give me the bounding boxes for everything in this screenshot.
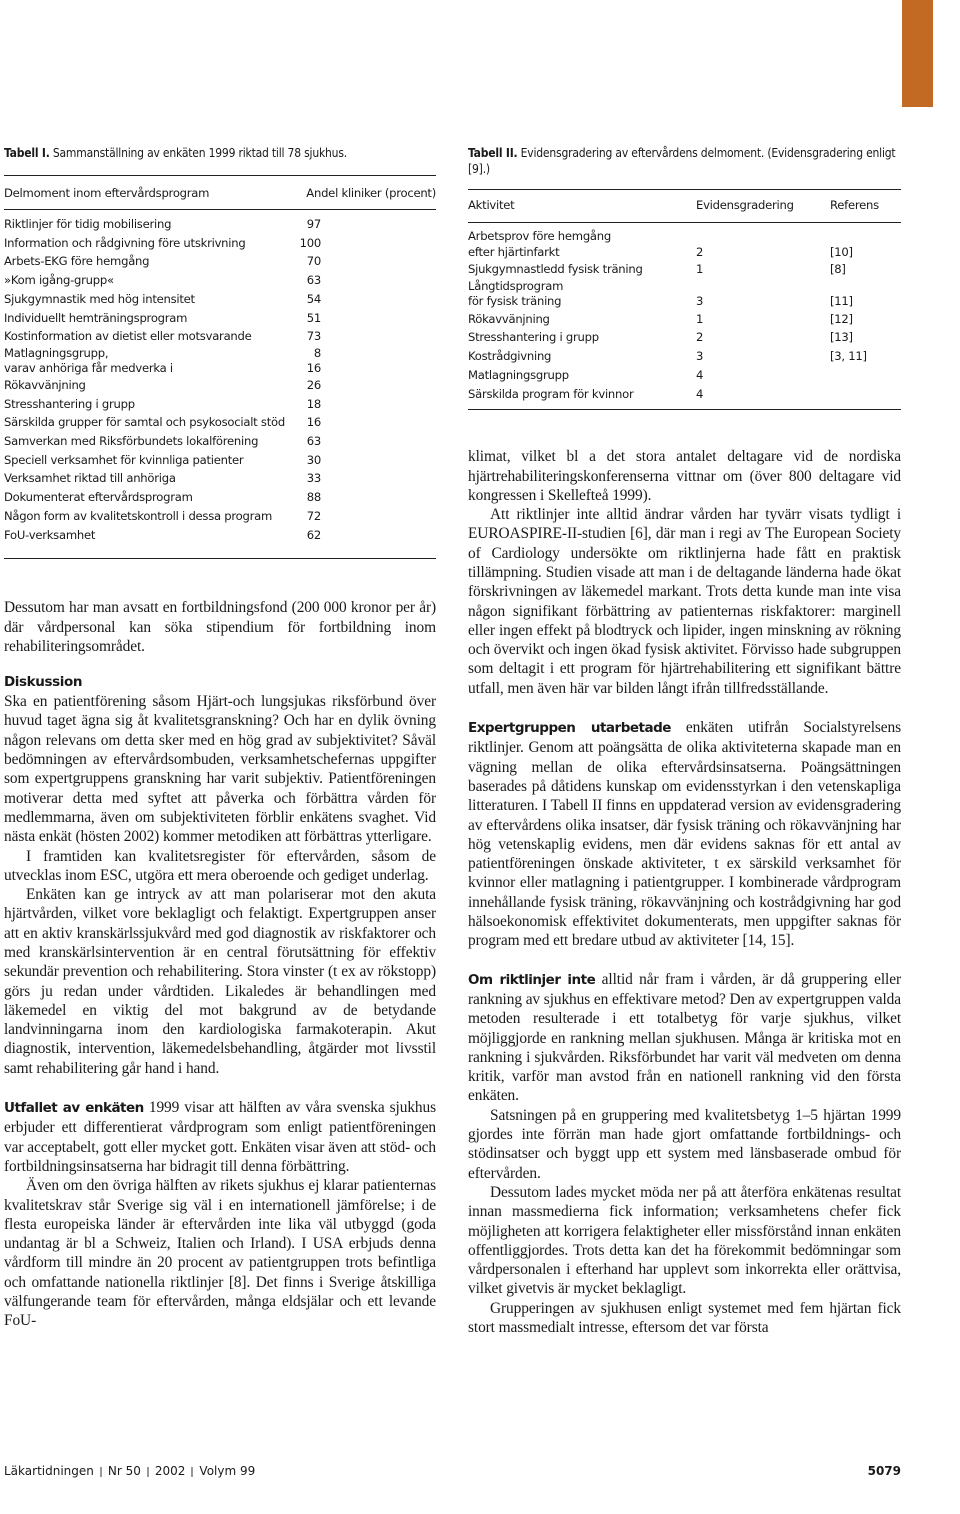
table1-row-label: [4, 507, 291, 526]
left-paragraph-5-text: 1999 visar att hälften av våra svenska sjukhus erbjuder ett differentierat vårdprogram som enligt patientföreningen var acceptabelt, gott eller mycket gott. Enkäten visar även att stöd- och fortbildningsinsatserna har bidragit till denna förbättring.: [4, 1099, 436, 1175]
table2-referens-text: [8]: [830, 262, 846, 276]
left-body-text: [4, 598, 436, 1330]
table1-cell-label-sub: varav anhöriga får medverka i: [4, 360, 173, 375]
table1-row: [4, 376, 436, 395]
table1-cell-label: Samverkan med Riksförbundets lokalförening: [4, 434, 259, 449]
table2-aktivitet-text: Särskilda program för kvinnor: [468, 386, 634, 401]
table1-row-label: [4, 327, 291, 346]
table1-cell-label: Speciell verksamhet för kvinnliga patienter: [4, 452, 244, 467]
table1-label: Tabell I.: [4, 146, 50, 160]
table2-cell-aktivitet: [468, 347, 696, 366]
table2-row: [468, 328, 901, 347]
table1-row-label: [4, 290, 291, 309]
table1-cell-label: Verksamhet riktad till anhöriga: [4, 471, 176, 486]
table1-row-label: [4, 488, 291, 507]
right-paragraph-5: Satsningen på en gruppering med kvalitetsbetyg 1–5 hjärtan 1999 gjordes inte förrän man hade gjort omfattande fortbildnings- och stödinsatser och byggt upp ett system med länsbaserade ombud för eftervården.: [468, 1106, 901, 1182]
table1-row-value: [291, 526, 436, 545]
table2-row: [468, 229, 901, 260]
table1-cell-value: 88: [306, 490, 321, 505]
table1-row-value: [291, 507, 436, 526]
table2-referens-text: [11]: [830, 294, 853, 309]
table2-caption: [468, 145, 901, 177]
table1-row: [4, 432, 436, 451]
table2-cell-aktivitet: [468, 385, 696, 404]
table1-cell-label: Sjukgymnastik med hög intensitet: [4, 291, 195, 306]
right-paragraph-7: Grupperingen av sjukhusen enligt systemet med fem hjärtan fick stort massmedialt intresse, eftersom det var första: [468, 1299, 901, 1336]
table2-referens-text: [12]: [830, 311, 853, 326]
table1-row-value: [291, 271, 436, 290]
right-column: [468, 145, 901, 1337]
table1-row: [4, 271, 436, 290]
table2-cell-aktivitet: [468, 366, 696, 385]
table1-cell-label: Individuellt hemträningsprogram: [4, 310, 188, 325]
table2-cell-referens: [830, 229, 901, 260]
table1-row-value: [291, 252, 436, 271]
table1-cell-value: 63: [306, 273, 321, 288]
table2-cell-referens: [830, 310, 901, 329]
table1-cell-value: 100: [299, 235, 321, 250]
table2-row: [468, 260, 901, 279]
table1-cell-value: 63: [306, 434, 321, 449]
table1-header-row: [4, 176, 436, 202]
right-paragraph-2: Att riktlinjer inte alltid ändrar vården har tyvärr visats tydligt i EUROASPIRE-II-studien [6], där man i regi av The European Society of Cardiology undersökte om riktlinjerna hade fått en praktisk tillämpning. Studien visade att man i de deltagande länderna hade ökat förskrivningen av läkemedel markant. Trots detta kunde man inte visa någon signifikant förbättring av patienternas riskfaktorer: marginell eller ingen effekt på blodtryck och lipider, ingen minskning av rökning och övervikt och ingen ökad fysisk aktivitet. Förvisso hade subgruppen som deltagit i ett program för hjärtrehabilitering ett signifikant bättre utfall, men även här var bilden långt ifrån tillfredsställande.: [468, 506, 901, 697]
left-column: [4, 145, 436, 1331]
table2-aktivitet-text: Matlagningsgrupp: [468, 367, 569, 382]
table1-row-label: [4, 271, 291, 290]
table1-cell-value: 72: [306, 508, 321, 523]
table1-cell-label: Kostinformation av dietist eller motsvarande: [4, 329, 252, 344]
table1-caption: [4, 145, 436, 161]
right-paragraph-6: Dessutom lades mycket möda ner på att återföra enkätenas resultat innan massmedierna fick information; verksamhetens chefer fick möjligheten att korrigera felaktigheter eller missförstånd innan enkäten offentliggjordes. Trots detta kan det ha förekommit bedömningar som vårdpersonalen i efterhand har upplevt som inkorrekta eller orättvisa, vilket givetvis är mycket beklagligt.: [468, 1183, 901, 1298]
table1-row: [4, 327, 436, 346]
table2-cell-evidens: [696, 310, 830, 329]
right-paragraph-4: [468, 970, 901, 1106]
table1-row: [4, 290, 436, 309]
table2-caption-text: Evidensgradering av eftervårdens delmoment. (Evidensgradering enligt [9].): [468, 146, 896, 176]
left-paragraph-3: I framtiden kan kvalitetsregister för eftervården, såsom de utvecklas inom ESC, utgöra ett mera oberoende och gediget underlag.: [4, 847, 436, 884]
table1-cell-value: 8: [313, 345, 321, 360]
left-paragraph-4: Enkäten kan ge intryck av att man polariserar mot den akuta hjärtvården, vilket vore beklagligt och felaktigt. Expertgruppen anser att en aktiv kranskärlssjukvård med god diagnostik av riskfaktorer och med kranskärlsintervention är en central förutsättning för effektiv sekundär prevention och rehabilitering. Stora vinster (t ex av rökstopp) görs ju redan under vårdtiden. Likaledes är behandlingen med läkemedel en viktig del mot bakgrund av de betydande landvinningarna inom den kardiologiska farmakoterapin. Akut diagnostik, intervention, läkemedelsbehandling, åtgärder mot livsstil samt rehabilitering går hand i hand.: [4, 886, 436, 1077]
table1-row-label: [4, 526, 291, 545]
table1-row: [4, 234, 436, 253]
table1: [4, 176, 436, 202]
table2-evidens-text: 4: [696, 386, 704, 401]
table1-row-value: [291, 290, 436, 309]
table1-row-label: [4, 376, 291, 395]
table2-evidens-text: 2: [696, 244, 704, 259]
table1-cell-label: Rökavvänjning: [4, 377, 86, 392]
table2-header-row: [468, 190, 901, 214]
left-paragraph-2: Ska en patientförening såsom Hjärt-och lungsjukas riksförbund över huvud taget ägna sig åt kvalitetsgranskning? Och har en dylik övning någon relevans om detta sker med en hög grad av subjektivitet? Såväl bedömningen av eftervårdsombuden, verksamhetschefernas uppgifter som expertgruppens granskning har varit subjektiv. Patientföreningen motiverar detta med syftet att påverka och förbättra vården för medlemmarna, även om subjektiviteten förblir enkätens svaghet. Vid nästa enkät (hösten 2002) kommer metodiken att förbättras ytterligare.: [4, 693, 436, 846]
table1-cell-label: Arbets-EKG före hemgång: [4, 254, 150, 269]
table2-evidens-text: 2: [696, 330, 704, 345]
table2-evidens-text: 4: [696, 367, 704, 382]
table1-cell-label: Någon form av kvalitetskontroll i dessa program: [4, 508, 273, 523]
table2-cell-referens: [830, 347, 901, 366]
table1-row-label: [4, 469, 291, 488]
table2-row: [468, 310, 901, 329]
table2-referens-text: [3, 11]: [830, 349, 867, 364]
table1-row-value: [291, 346, 436, 376]
table2-aktivitet-text: Stresshantering i grupp: [468, 330, 599, 345]
table2-cell-aktivitet: [468, 279, 696, 310]
table1-cell-label: Dokumenterat eftervårdsprogram: [4, 490, 193, 505]
table1-row: [4, 526, 436, 545]
table2-cell-evidens: [696, 229, 830, 260]
table1-body: [4, 215, 436, 544]
table2-cell-evidens: [696, 347, 830, 366]
table1-cell-value: 16: [306, 415, 321, 430]
table1-col2-header: Andel kliniker (procent): [306, 186, 436, 200]
table1-row: [4, 413, 436, 432]
table1-row-label: [4, 451, 291, 470]
table2-cell-evidens: [696, 279, 830, 310]
table2-cell-referens: [830, 366, 901, 385]
table2-header-referens: Referens: [830, 198, 879, 212]
table2-evidens-text: 3: [696, 294, 704, 309]
table1-cell-value: 33: [306, 471, 321, 486]
footer-issue: Nr 50: [107, 1464, 141, 1478]
table2-body: [468, 229, 901, 403]
table2-cell-referens: [830, 260, 901, 279]
table2-bottom-rule: [468, 409, 901, 410]
table1-row-value: [291, 469, 436, 488]
footer-separator: [191, 1467, 193, 1477]
table2-referens-text: [10]: [830, 244, 853, 259]
table1-row: [4, 395, 436, 414]
table1-row: [4, 346, 436, 376]
table1-cell-label: »Kom igång-grupp«: [4, 273, 114, 288]
table2-label: Tabell II.: [468, 146, 518, 160]
table1-row-value: [291, 451, 436, 470]
table2-cell-referens: [830, 279, 901, 310]
table1-cell-value: 26: [306, 377, 321, 392]
table1-cell-value: 70: [306, 254, 321, 269]
table2-evidens-text: 3: [696, 349, 704, 364]
table1-row-value: [291, 376, 436, 395]
page-footer: [4, 1464, 901, 1478]
table1-cell-value: 18: [306, 396, 321, 411]
table2-referens-text: [13]: [830, 330, 853, 345]
table1-row: [4, 451, 436, 470]
table1-cell-label: Information och rådgivning före utskrivning: [4, 235, 246, 250]
table1-cell-value: 97: [306, 217, 321, 231]
table1-cell-label: Matlagningsgrupp,: [4, 345, 109, 360]
table1-caption-text: Sammanställning av enkäten 1999 riktad till 78 sjukhus.: [52, 146, 347, 160]
table2-aktivitet-sub: för fysisk träning: [468, 294, 562, 309]
table2-header-evidens: Evidensgradering: [696, 198, 794, 212]
table1-row-label: [4, 395, 291, 414]
table1-row-value: [291, 395, 436, 414]
footer-journal: Läkartidningen: [4, 1464, 94, 1478]
footer-year: 2002: [154, 1464, 186, 1478]
table2-row: [468, 366, 901, 385]
footer-separator: [100, 1467, 102, 1477]
table2-aktivitet-text: Arbetsprov före hemgång: [468, 229, 611, 243]
table2-header-aktivitet: Aktivitet: [468, 198, 515, 212]
table1-cell-value: 62: [306, 527, 321, 542]
table1-row-value: [291, 488, 436, 507]
table2-evidens-text: 1: [696, 311, 704, 326]
table1-row: [4, 469, 436, 488]
table1-row: [4, 309, 436, 328]
footer-volume: Volym 99: [199, 1464, 256, 1478]
right-paragraph-1: klimat, vilket bl a det stora antalet deltagare vid de nordiska hjärtrehabiliteringskonferenserna vittnar om (över 800 deltagare vid kongressen i Skellefteå 1999).: [468, 448, 901, 504]
table2-aktivitet-text: Långtidsprogram: [468, 278, 564, 293]
right-paragraph-4-text: alltid når fram i vården, är då gruppering eller rankning av sjukhus en effektivare metod? Den av expertgruppen valda metoden resulterade i ett totalbetyg för varje sjukhus, vilket möjliggjorde en rankning mellan sjukhusen. Många är kritiska mot en rankning i sjukvården. Riksförbundet har varit väl medveten om denna kritik, varför man avstod från en nationell rankning vid den första enkäten.: [468, 970, 901, 1105]
table2-header: [468, 190, 901, 214]
right-paragraph-3-text: enkäten utifrån Socialstyrelsens riktlinjer. Genom att poängsätta de olika aktiviteterna skapade man en vägning mellan de olika eftervårdsinsatserna. Poängsättningen baserades på dåtidens kunskap om evidensstyrkan i den vetenskapliga litteraturen. I Tabell II finns en uppdaterad version av evidensgradering av eftervårdens olika insatser, där fysisk träning och rökavvänjning har hög vetenskaplig evidens, men där evidens saknas för ett antal av patientföreningen önskade aktiviteter, t ex särskild verksamhet för kvinnor eller matlagning i patientgrupper. I kombinerade vårdprogram innehållande fysisk träning, rökavvänjning och kostrådgivning har god hälsoekonomisk effektivitet dokumenterats, men uppgifter saknas för program med ett bredare utbud av aktiviteter [14, 15].: [468, 719, 901, 950]
table1-cell-label: Stresshantering i grupp: [4, 396, 135, 411]
table1-row-label: [4, 432, 291, 451]
table2-cell-aktivitet: [468, 260, 696, 279]
table2-cell-referens: [830, 328, 901, 347]
table1-cell-label: FoU-verksamhet: [4, 527, 96, 542]
right-body-text: [468, 447, 901, 1337]
table2-aktivitet-sub: efter hjärtinfarkt: [468, 244, 560, 259]
table1-cell-label: Riktlinjer för tidig mobilisering: [4, 217, 172, 231]
right-paragraph-3: [468, 718, 901, 951]
table1-row-label: [4, 309, 291, 328]
table1-row-value: [291, 413, 436, 432]
table1-row: [4, 488, 436, 507]
left-paragraph-1: Dessutom har man avsatt en fortbildningsfond (200 000 kronor per år) där vårdpersonal kan söka stipendium för fortbildning inom rehabiliteringsområdet.: [4, 599, 436, 655]
table2-cell-aktivitet: [468, 229, 696, 260]
table2-cell-evidens: [696, 385, 830, 404]
runin-om-riktlinjer: Om riktlinjer inte: [468, 971, 596, 988]
table1-row-label: [4, 234, 291, 253]
table1-row-value: [291, 432, 436, 451]
table1-row-value: [291, 309, 436, 328]
table2-aktivitet-text: Kostrådgivning: [468, 349, 552, 364]
table1-row-label: [4, 346, 291, 376]
table1-row-label: [4, 413, 291, 432]
table1-cell-value: 54: [306, 291, 321, 306]
table1-row: [4, 507, 436, 526]
table1-row-value: [291, 327, 436, 346]
table2-evidens-text: 1: [696, 262, 704, 276]
table2-cell-aktivitet: [468, 310, 696, 329]
table1-row-value: [291, 215, 436, 234]
runin-utfallet: Utfallet av enkäten: [4, 1100, 144, 1117]
section-heading-diskussion: Diskussion: [4, 674, 83, 691]
table1-cell-value-sub: 16: [306, 360, 321, 375]
orange-page-tab: [902, 0, 933, 107]
table1-col1-header: Delmoment inom eftervårdsprogram: [4, 186, 210, 200]
footer-citation: [4, 1464, 255, 1478]
table2-cell-evidens: [696, 260, 830, 279]
table2-aktivitet-text: Sjukgymnastledd fysisk träning: [468, 262, 643, 276]
table1-bottom-rule: [4, 558, 436, 559]
table1-cell-value: 30: [306, 452, 321, 467]
table2-aktivitet-text: Rökavvänjning: [468, 311, 550, 326]
left-paragraph-5: [4, 1098, 436, 1176]
runin-expertgruppen: Expertgruppen utarbetade: [468, 720, 671, 737]
table1-header-rule: [4, 209, 436, 210]
table1-row-label: [4, 252, 291, 271]
page-number: 5079: [867, 1464, 901, 1478]
table2-cell-aktivitet: [468, 328, 696, 347]
table2-cell-evidens: [696, 328, 830, 347]
table2-cell-evidens: [696, 366, 830, 385]
table2-header-rule: [468, 222, 901, 223]
table2-cell-referens: [830, 385, 901, 404]
table1-cell-label: Särskilda grupper för samtal och psykosocialt stöd: [4, 415, 285, 430]
table1-row: [4, 252, 436, 271]
table1-row: [4, 215, 436, 234]
table1-cell-value: 73: [306, 329, 321, 344]
left-paragraph-6: Även om den övriga hälften av rikets sjukhus ej klarar patienternas kvalitetskrav står Sverige sig väl i en internationell jämförelse; i de flesta europeiska länder är eftervården inte lika väl utbyggd (goda undantag är bl a Schweiz, Italien och Irland). I USA erbjuds denna vårdform till mindre än 20 procent av patientgruppen trots befintliga och omfattande nationella riktlinjer [8]. Det finns i Sverige åtskilliga välfungerande team för eftervården, många eldsjälar och ett levande FoU-: [4, 1177, 436, 1330]
table2-row: [468, 347, 901, 366]
footer-separator: [147, 1467, 149, 1477]
table2-row: [468, 385, 901, 404]
table1-row-value: [291, 234, 436, 253]
table1-row-label: [4, 215, 291, 234]
table1-cell-value: 51: [306, 310, 321, 325]
table2-row: [468, 279, 901, 310]
